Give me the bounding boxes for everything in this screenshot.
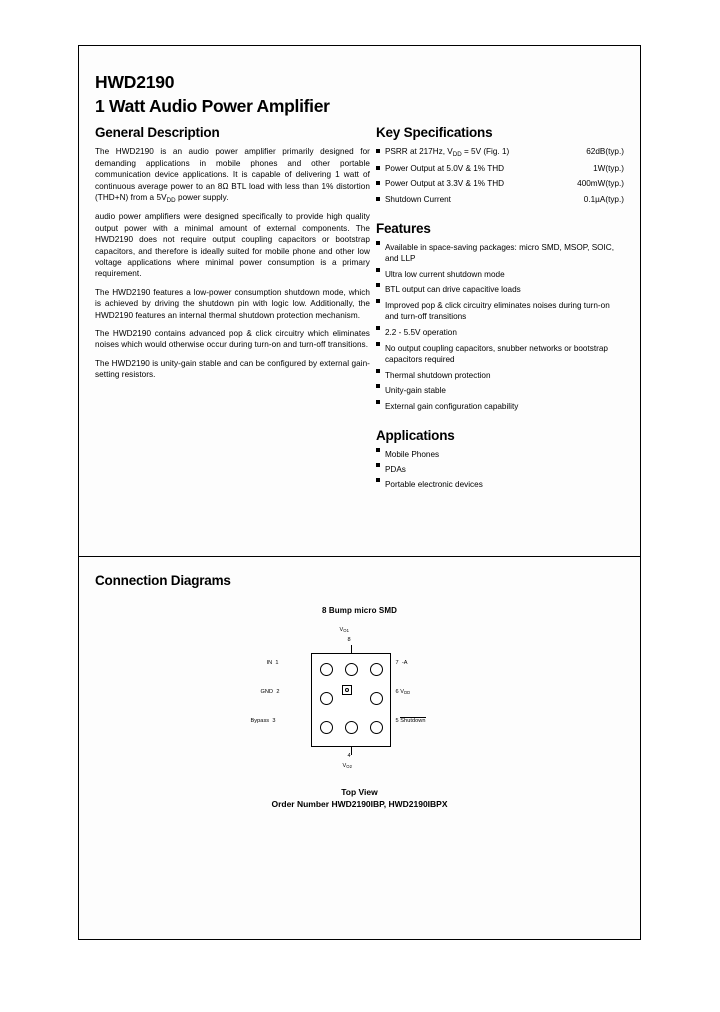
feature-item [376, 327, 624, 338]
pin-subscript: O1 [343, 628, 349, 634]
package-caption-line-1: Top View [341, 787, 378, 797]
pin-name: GND [260, 689, 274, 695]
pin-lead-top [351, 645, 352, 653]
square-bullet-icon [376, 369, 380, 373]
gd-p1-subscript: DD [166, 197, 176, 204]
feature-text: Available in space-saving packages: micro SMD, MSOP, SOIC, and LLP [384, 242, 614, 264]
pin-number-bottom: 4 [347, 753, 351, 759]
spec-value: 400mW(typ.) [577, 179, 624, 189]
bump-pin-8 [345, 663, 358, 676]
feature-item [376, 269, 624, 280]
square-bullet-icon [376, 166, 380, 170]
spec-row [376, 146, 624, 158]
pin-label-right-6 [396, 689, 411, 695]
spec-value: 0.1µA(typ.) [583, 194, 624, 204]
feature-text: External gain configuration capability [384, 402, 519, 412]
square-bullet-icon [376, 463, 380, 467]
feature-item [376, 242, 624, 264]
pin-name: -A [401, 660, 408, 666]
square-bullet-icon [376, 448, 380, 452]
connection-diagrams-heading: Connection Diagrams [95, 573, 231, 588]
feature-text: Unity-gain stable [384, 386, 446, 396]
package-caption-line-2: Order Number HWD2190IBP, HWD2190IBPX [271, 799, 448, 809]
square-bullet-icon [376, 268, 380, 272]
package-diagram-wrapper [79, 606, 640, 810]
pin-number: 1 [275, 660, 279, 666]
pin-label-right-7 [396, 660, 408, 666]
general-description-paragraph-5: The HWD2190 is unity-gain stable and can be configured by external gain-setting resistors. [95, 358, 370, 380]
gd-p1-text: The HWD2190 is an audio power amplifier primarily designed for demanding applications in mobile phones and other portable communication device applications. It is capable of delivering 1 watt of continuous average power to an 8Ω BTL load with less than 1% distortion (THD+N) from a 5V [95, 147, 370, 202]
two-column-body [95, 125, 624, 493]
square-bullet-icon [376, 299, 380, 303]
pin-name: Bypass [250, 718, 270, 724]
general-description-paragraph-3: The HWD2190 features a low-power consumption shutdown mode, which is achieved by driving the shutdown pin with logic low. Additionally, the HWD2190 features an internal thermal shutdown protection mechanism. [95, 287, 370, 320]
pin-label-bottom [343, 763, 352, 769]
feature-text: 2.2 - 5.5V operation [384, 328, 457, 338]
bump-pin-5 [370, 721, 383, 734]
feature-item [376, 300, 624, 322]
page-title: HWD2190 [95, 72, 175, 92]
square-bullet-icon [376, 478, 380, 482]
feature-item [376, 401, 624, 412]
gd-p1-tail: power supply. [175, 193, 229, 202]
bump-pin-3 [320, 721, 333, 734]
pin-name-overlined: Shutdown [400, 718, 426, 724]
pin-name: V [400, 689, 405, 695]
key-specifications-heading: Key Specifications [375, 125, 493, 141]
square-bullet-icon [376, 326, 380, 330]
pin-label-left-3 [251, 718, 276, 724]
spec-label-post: = 5V (Fig. 1) [461, 147, 510, 157]
features-heading: Features [375, 220, 431, 236]
pin-subscript: DD [404, 690, 411, 696]
square-bullet-icon [376, 400, 380, 404]
feature-text: No output coupling capacitors, snubber networks or bootstrap capacitors required [384, 343, 608, 364]
feature-text: Improved pop & click circuitry eliminates noises during turn-on and turn-off transitions [384, 301, 610, 322]
square-bullet-icon [376, 342, 380, 346]
pin-name: V [342, 763, 347, 769]
pin-number: 5 [395, 718, 399, 724]
pin-label-left-2 [261, 689, 280, 695]
square-bullet-icon [376, 283, 380, 287]
pin-label-right-5 [396, 718, 426, 724]
general-description-paragraph-4: The HWD2190 contains advanced pop & click circuitry which eliminates noises which would otherwise occur during turn-on and turn-off transitions. [95, 329, 370, 350]
spec-label: Power Output at 3.3V & 1% THD [384, 179, 505, 189]
pin-name: IN [266, 660, 273, 666]
pin-number: 3 [272, 718, 276, 724]
square-bullet-icon [376, 181, 380, 185]
package-drawing [245, 629, 475, 774]
spec-row [376, 194, 624, 205]
feature-item [376, 343, 624, 365]
square-bullet-icon [376, 384, 380, 388]
pin-number: 6 [395, 689, 399, 695]
spec-row [376, 178, 624, 189]
upper-section [79, 46, 640, 557]
features-list [376, 242, 624, 412]
application-item [376, 449, 624, 460]
spec-label [385, 146, 586, 158]
general-description-heading: General Description [95, 125, 220, 141]
bump-pin-7 [370, 663, 383, 676]
die-orientation-marker-icon [342, 685, 352, 695]
applications-heading: Applications [375, 428, 455, 444]
applications-list [376, 449, 624, 490]
feature-item [376, 370, 624, 381]
pin-number: 2 [276, 689, 280, 695]
spec-label: Power Output at 5.0V & 1% THD [384, 163, 505, 173]
general-description-paragraph-1 [95, 146, 370, 204]
application-text: PDAs [384, 465, 406, 475]
application-item [376, 464, 624, 475]
pin-label-left-1 [267, 660, 279, 666]
package-title: 8 Bump micro SMD [322, 606, 397, 615]
pin-number: 7 [395, 660, 399, 666]
feature-text: Ultra low current shutdown mode [384, 269, 505, 279]
specs-features-column [376, 125, 624, 493]
bump-pin-6 [370, 692, 383, 705]
application-text: Portable electronic devices [384, 479, 483, 489]
pin-subscript: O2 [346, 764, 352, 770]
pin-number-top: 8 [347, 637, 351, 643]
spec-row [376, 163, 624, 174]
pin-name: V [339, 627, 344, 633]
spec-value: 1W(typ.) [593, 163, 624, 173]
spec-value: 62dB(typ.) [586, 147, 624, 157]
key-specifications-list [376, 146, 624, 205]
pin-label-top [340, 627, 349, 633]
page-subtitle: 1 Watt Audio Power Amplifier [95, 95, 330, 116]
bump-pin-1 [320, 663, 333, 676]
spec-label: Shutdown Current [384, 194, 451, 204]
application-item [376, 479, 624, 490]
datasheet-page-frame [78, 45, 641, 940]
spec-label-sub: DD [452, 151, 462, 159]
package-caption [79, 786, 640, 810]
connection-diagrams-section [79, 557, 640, 939]
general-description-column [95, 125, 376, 493]
spec-label-pre: PSRR at 217Hz, V [384, 147, 453, 157]
application-text: Mobile Phones [384, 450, 440, 460]
square-bullet-icon [376, 149, 380, 153]
bump-pin-4 [345, 721, 358, 734]
square-bullet-icon [376, 241, 380, 245]
package-body-outline [311, 653, 391, 747]
feature-text: BTL output can drive capacitive loads [384, 285, 521, 295]
feature-item [376, 284, 624, 295]
feature-text: Thermal shutdown protection [384, 370, 491, 380]
bump-pin-2 [320, 692, 333, 705]
feature-item [376, 385, 624, 396]
square-bullet-icon [376, 197, 380, 201]
general-description-paragraph-2: audio power amplifiers were designed specifically to provide high quality output power with a minimal amount of external components. The HWD2190 does not require output coupling capacitors or bootstrap capacitors, and therefore is ideally suited for mobile phone and other low voltage applications where minimal power consumption is a primary requirement. [95, 212, 370, 279]
